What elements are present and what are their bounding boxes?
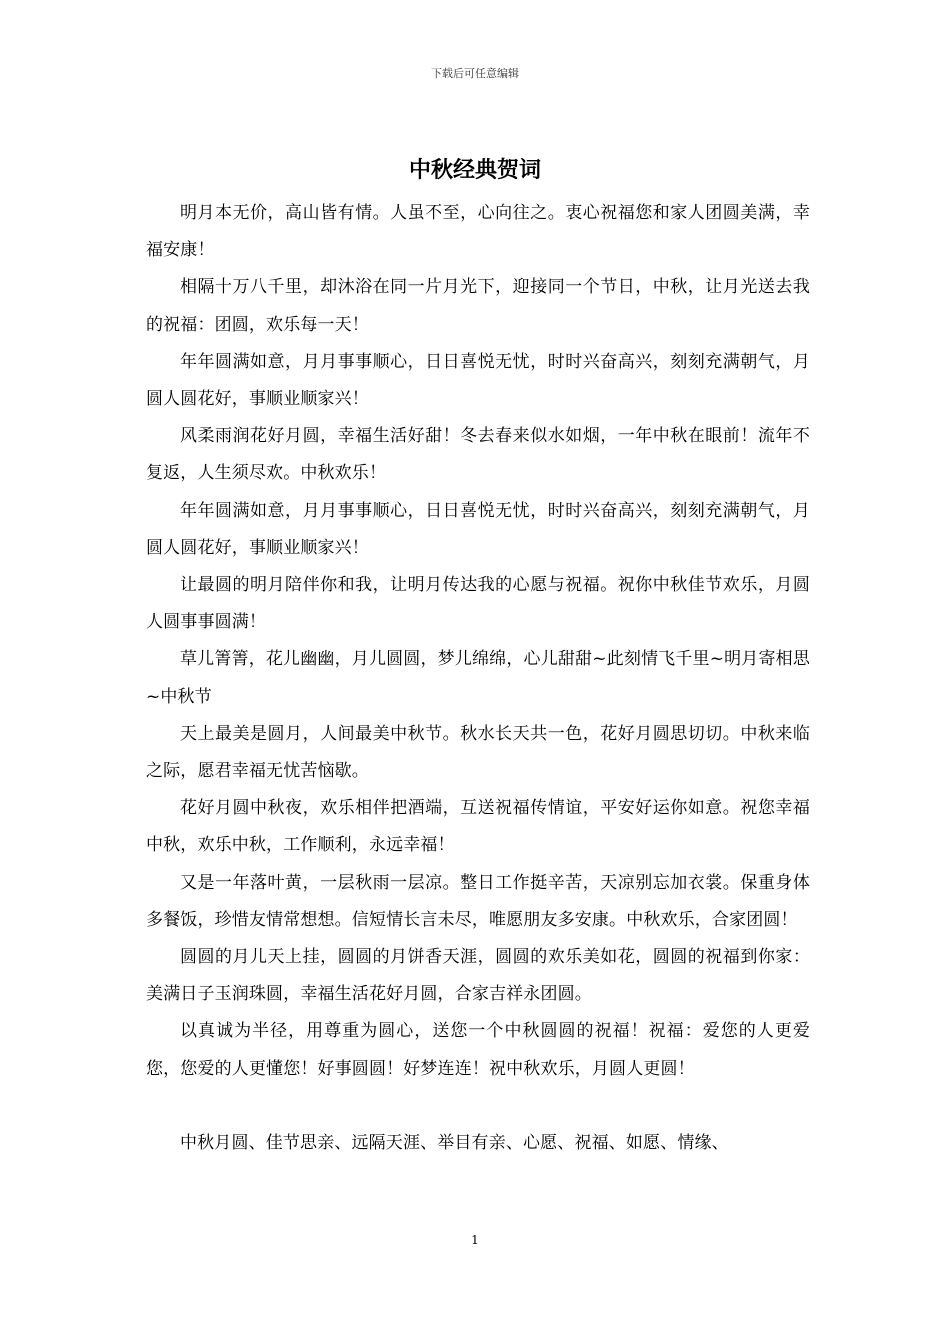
paragraph: 明月本无价，高山皆有情。人虽不至，心向往之。衷心祝福您和家人团圆美满，幸福安康！ xyxy=(146,203,810,261)
document-body xyxy=(146,195,810,1162)
paragraph: 圆圆的月儿天上挂，圆圆的月饼香天涯，圆圆的欢乐美如花，圆圆的祝福到你家：美满日子玉润珠圆，幸福生活花好月圆，合家吉祥永团圆。 xyxy=(146,947,810,1005)
document-title: 中秋经典贺词 xyxy=(408,157,541,183)
paragraph: 年年圆满如意，月月事事顺心，日日喜悦无忧，时时兴奋高兴，刻刻充满朝气，月圆人圆花好，事顺业顺家兴！ xyxy=(146,351,810,410)
paragraph: 让最圆的明月陪伴你和我，让明月传达我的心愿与祝福。祝你中秋佳节欢乐，月圆人圆事事圆满！ xyxy=(146,575,810,633)
paragraph: 草儿箐箐，花儿幽幽，月儿圆圆，梦儿绵绵，心儿甜甜~此刻情飞千里~明月寄相思~中秋节 xyxy=(146,649,810,707)
paragraph: 风柔雨润花好月圆，幸福生活好甜！冬去春来似水如烟，一年中秋在眼前！流年不复返，人生须尽欢。中秋欢乐！ xyxy=(146,426,810,484)
paragraph: 以真诚为半径，用尊重为圆心，送您一个中秋圆圆的祝福！祝福：爱您的人更爱您，您爱的人更懂您！好事圆圆！好梦连连！祝中秋欢乐，月圆人更圆！ xyxy=(146,1021,810,1079)
page-header: 下载后可任意编辑 xyxy=(431,67,519,80)
paragraph: 天上最美是圆月，人间最美中秋节。秋水长天共一色，花好月圆思切切。中秋来临之际，愿君幸福无忧苦恼歇。 xyxy=(146,723,810,782)
paragraph: 年年圆满如意，月月事事顺心，日日喜悦无忧，时时兴奋高兴，刻刻充满朝气，月圆人圆花好，事顺业顺家兴！ xyxy=(146,500,810,558)
keywords-line: 中秋月圆、佳节思亲、远隔天涯、举目有亲、心愿、祝福、如愿、情缘、 xyxy=(180,1132,729,1153)
paragraph: 又是一年落叶黄，一层秋雨一层凉。整日工作挺辛苦，天凉别忘加衣裳。保重身体多餐饭，珍惜友情常想想。信短情长言未尽，唯愿朋友多安康。中秋欢乐，合家团圆！ xyxy=(146,872,810,930)
paragraph: 花好月圆中秋夜，欢乐相伴把酒端，互送祝福传情谊，平安好运你如意。祝您幸福中秋，欢乐中秋，工作顺利，永远幸福！ xyxy=(146,798,810,856)
page-number: 1 xyxy=(471,1233,479,1247)
paragraph: 相隔十万八千里，却沐浴在同一片月光下，迎接同一个节日，中秋，让月光送去我的祝福：团圆，欢乐每一天！ xyxy=(146,277,810,335)
blank-line xyxy=(146,1088,810,1125)
